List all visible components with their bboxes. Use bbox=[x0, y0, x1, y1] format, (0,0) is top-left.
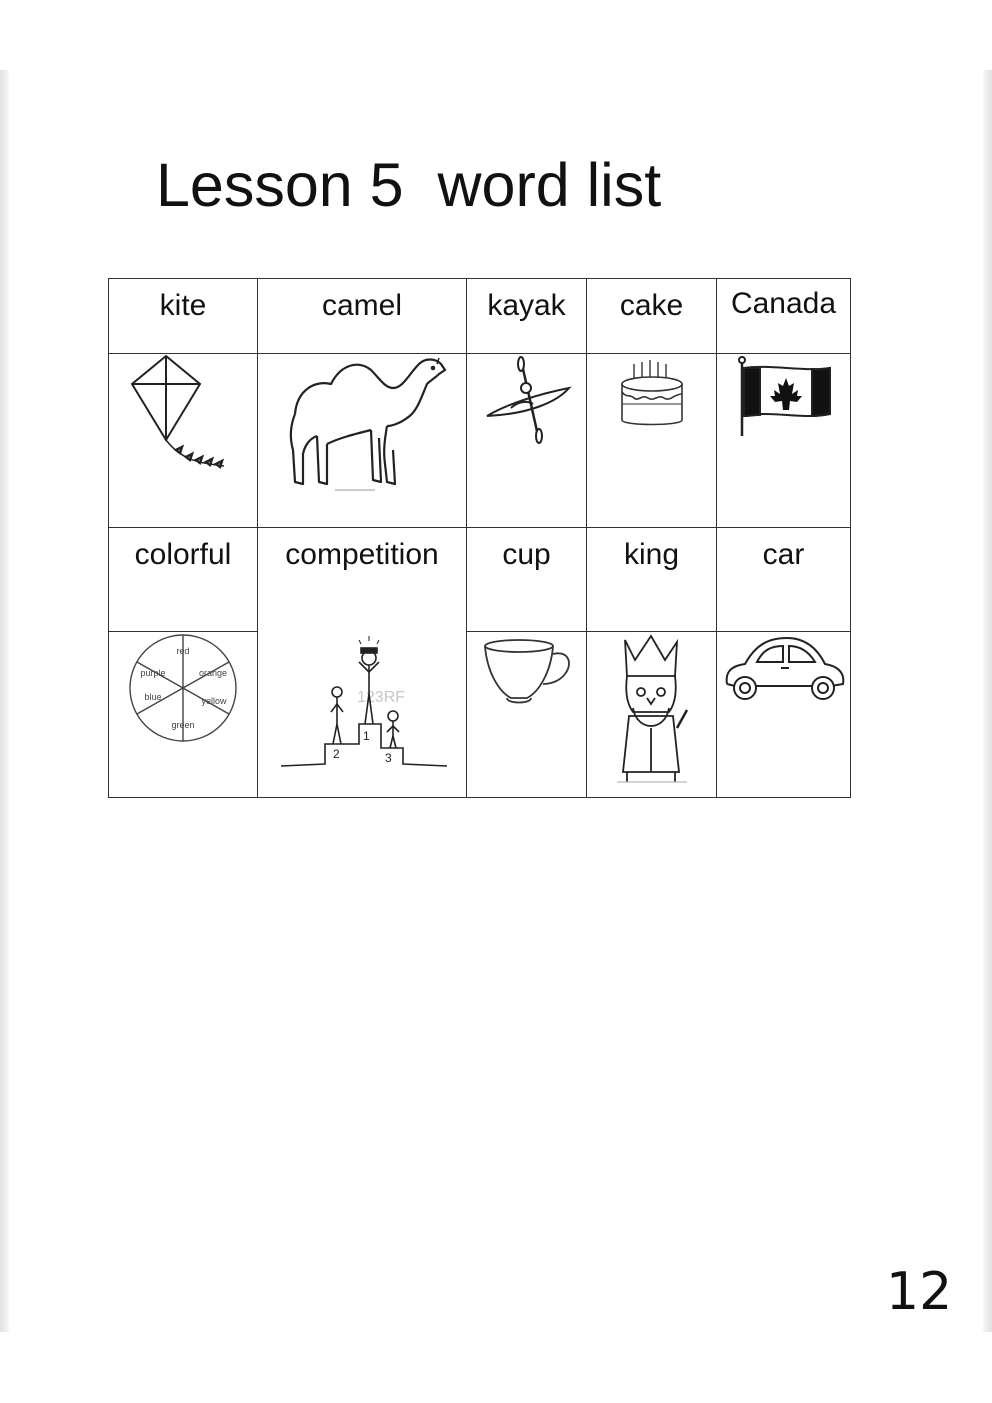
word-list-table bbox=[108, 278, 851, 798]
word-camel: camel bbox=[321, 289, 403, 322]
canada-flag-picture bbox=[734, 354, 834, 444]
wheel-label-blue: blue bbox=[144, 692, 162, 702]
word-cell bbox=[467, 279, 587, 354]
podium-place-2: 2 bbox=[332, 747, 340, 761]
picture-cell bbox=[587, 632, 717, 798]
word-cell bbox=[717, 279, 851, 354]
camel-picture bbox=[275, 354, 450, 494]
word-cell bbox=[587, 528, 717, 632]
picture-cell bbox=[717, 632, 851, 798]
car-picture bbox=[721, 632, 847, 712]
word-king: king bbox=[623, 538, 680, 571]
kayak-picture bbox=[477, 354, 577, 444]
page-edge-left bbox=[0, 70, 9, 1332]
page-title: Lesson 5 word list bbox=[156, 151, 662, 219]
word-cell bbox=[109, 528, 258, 632]
picture-cell bbox=[109, 354, 258, 528]
podium-watermark: 123RF bbox=[356, 689, 405, 706]
picture-row-2 bbox=[109, 632, 851, 798]
word-colorful: colorful bbox=[134, 538, 232, 571]
king-picture bbox=[607, 632, 697, 787]
podium-place-1: 1 bbox=[362, 729, 370, 743]
word-cell bbox=[717, 528, 851, 632]
wheel-label-purple: purple bbox=[140, 668, 166, 678]
word-canada: Canada bbox=[730, 287, 837, 320]
word-cake: cake bbox=[619, 289, 684, 322]
wheel-label-red: red bbox=[176, 646, 190, 656]
word-cell bbox=[587, 279, 717, 354]
picture-cell bbox=[109, 632, 258, 798]
word-cell bbox=[258, 279, 467, 354]
cup-picture bbox=[477, 632, 577, 712]
cake-picture bbox=[612, 354, 692, 434]
podium-place-3: 3 bbox=[384, 751, 392, 765]
kite-picture bbox=[128, 354, 238, 474]
picture-row-1 bbox=[109, 354, 851, 528]
picture-cell bbox=[467, 632, 587, 798]
word-car: car bbox=[762, 538, 805, 571]
picture-cell bbox=[258, 354, 467, 528]
picture-cell bbox=[467, 354, 587, 528]
word-cell bbox=[109, 279, 258, 354]
word-cell bbox=[258, 528, 467, 632]
wheel-label-green: green bbox=[171, 720, 195, 730]
picture-cell bbox=[717, 354, 851, 528]
word-row-1 bbox=[109, 279, 851, 354]
color-wheel-picture bbox=[127, 632, 239, 744]
word-kite: kite bbox=[159, 289, 207, 322]
podium-picture bbox=[275, 632, 450, 772]
word-cup: cup bbox=[502, 538, 551, 571]
page-edge-right bbox=[983, 70, 992, 1332]
wheel-label-yellow: yellow bbox=[201, 696, 227, 706]
page-number: 12 bbox=[886, 1262, 953, 1322]
wheel-label-orange: orange bbox=[198, 668, 228, 678]
word-kayak: kayak bbox=[487, 289, 566, 322]
word-row-2 bbox=[109, 528, 851, 632]
picture-cell bbox=[258, 632, 467, 798]
picture-cell bbox=[587, 354, 717, 528]
word-competition: competition bbox=[285, 538, 439, 571]
word-cell bbox=[467, 528, 587, 632]
